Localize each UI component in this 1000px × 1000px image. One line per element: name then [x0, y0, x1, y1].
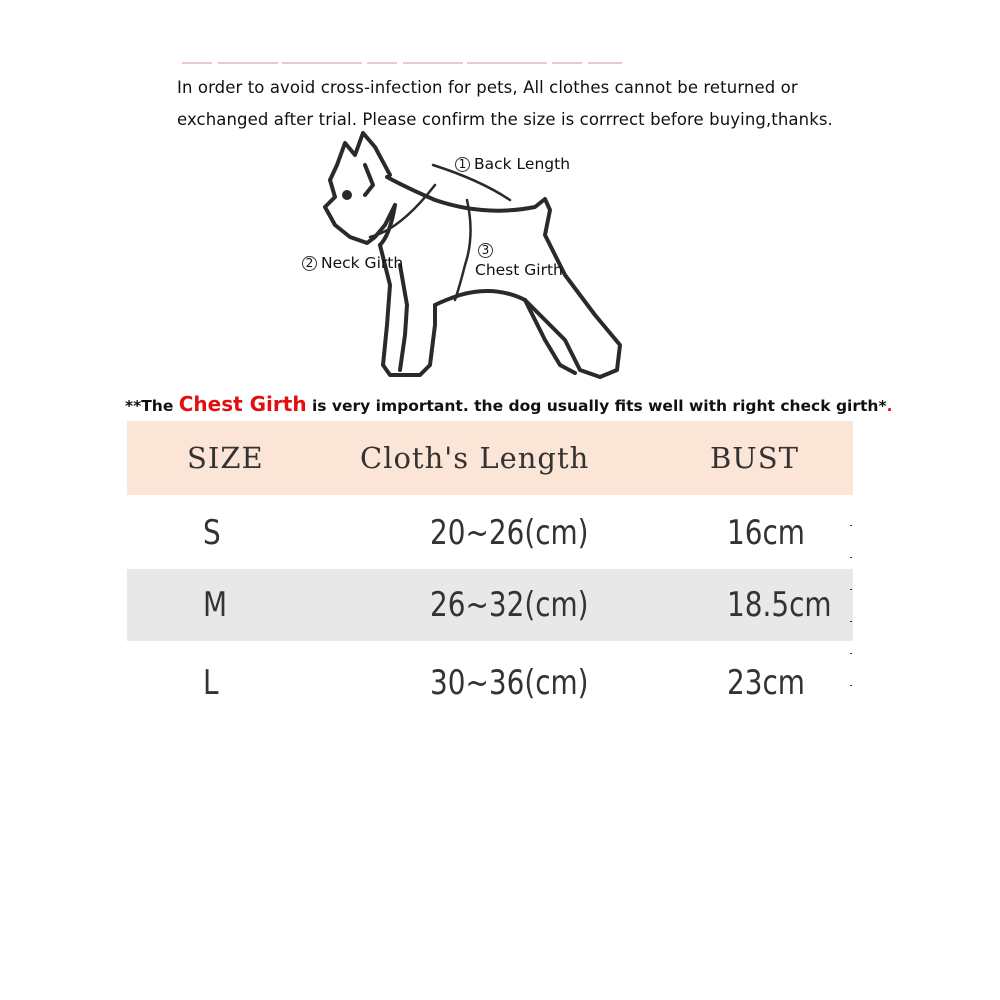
length-cell: 30~36(cm) [430, 663, 589, 703]
tick-mark [850, 685, 852, 686]
faint-top-line [182, 61, 622, 65]
edge-tick-marks [850, 525, 854, 695]
neck-girth-label [302, 254, 403, 272]
back-length-text: Back Length [474, 155, 571, 173]
number-3-icon: 3 [478, 243, 493, 258]
dog-measurement-diagram [295, 125, 635, 390]
tick-mark [850, 653, 852, 654]
note-suffix: is very important. the dog usually fits well with right check girth* [306, 397, 887, 415]
bust-cell: 23cm [727, 663, 805, 703]
number-1-icon: 1 [455, 157, 470, 172]
tick-mark [850, 525, 852, 526]
tick-mark [850, 621, 852, 622]
length-cell: 20~26(cm) [430, 513, 589, 553]
bust-cell: 18.5cm [727, 585, 832, 625]
length-cell: 26~32(cm) [430, 585, 589, 625]
header-size: SIZE [187, 441, 264, 475]
tick-mark [850, 589, 852, 590]
size-cell: M [203, 585, 228, 625]
number-2-icon: 2 [302, 256, 317, 271]
notice-line-2: exchanged after trial. Please confirm the size is corrrect before buying,thanks. [177, 110, 833, 129]
size-cell: S [203, 513, 221, 553]
table-row [127, 569, 853, 641]
table-row [127, 497, 853, 569]
size-chart-table [127, 421, 853, 719]
note-end: . [886, 397, 893, 415]
table-header-row [127, 421, 853, 495]
note-prefix: **The [125, 397, 179, 415]
chest-girth-label [475, 240, 563, 280]
chest-girth-text: Chest Girth [475, 261, 563, 279]
size-cell: L [203, 663, 219, 703]
header-bust: BUST [710, 441, 799, 475]
table-row [127, 647, 853, 719]
neck-girth-text: Neck Girth [321, 254, 404, 272]
tick-mark [850, 557, 852, 558]
notice-line-1: In order to avoid cross-infection for pets, All clothes cannot be returned or [177, 78, 798, 97]
header-cloth-length: Cloth's Length [360, 441, 590, 475]
note-highlight: Chest Girth [178, 392, 307, 416]
back-length-label [455, 155, 570, 173]
bust-cell: 16cm [727, 513, 805, 553]
chest-girth-importance-note [125, 392, 985, 416]
